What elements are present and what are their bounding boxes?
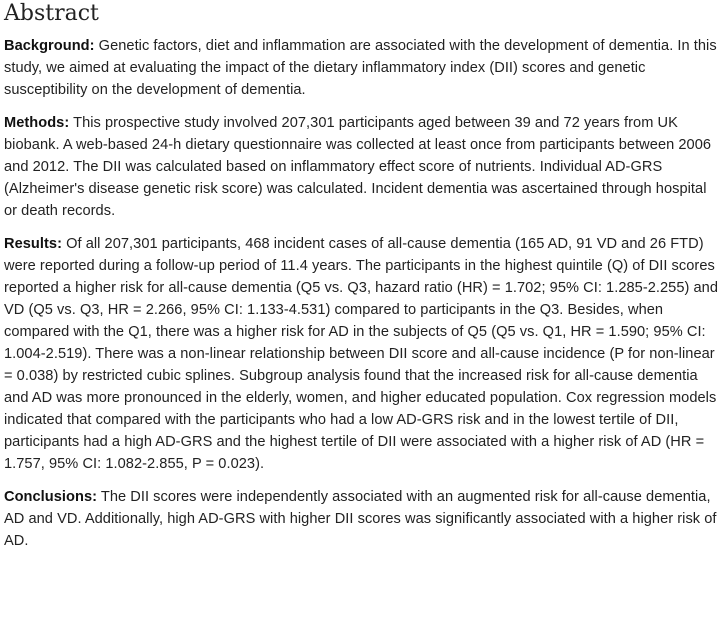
results-paragraph (4, 233, 720, 475)
abstract-container (4, 0, 720, 563)
background-text: Genetic factors, diet and inflammation are associated with the development of dementia. In this study, we aimed at evaluating the impact of the dietary inflammatory index (DII) scores and genetic susceptibility on the development of dementia. (4, 38, 717, 98)
methods-text: This prospective study involved 207,301 participants aged between 39 and 72 years from UK biobank. A web-based 24-h dietary questionnaire was collected at least once from participants between 2006 and 2012. The DII was calculated based on inflammatory effect score of nutrients. Individual AD-GRS (Alzheimer's disease genetic risk score) was calculated. Incident dementia was ascertained through hospital or death records. (4, 115, 712, 219)
methods-paragraph (4, 112, 720, 222)
methods-label: Methods: (4, 115, 70, 131)
conclusions-text: The DII scores were independently associated with an augmented risk for all-cause dementia, AD and VD. Additionally, high AD-GRS with higher DII scores was significantly associated with a higher risk of AD. (4, 489, 717, 549)
background-label: Background: (4, 38, 95, 54)
conclusions-label: Conclusions: (4, 489, 98, 505)
results-label: Results: (4, 236, 62, 252)
abstract-heading: Abstract (4, 1, 99, 26)
background-paragraph (4, 35, 720, 101)
conclusions-paragraph (4, 486, 720, 552)
results-text: Of all 207,301 participants, 468 incident cases of all-cause dementia (165 AD, 91 VD and 26 FTD) were reported during a follow-up period of 11.4 years. The participants in the highest quintile (Q) of DII scores reported a higher risk for all-cause dementia (Q5 vs. Q3, hazard ratio (HR) = 1.702; 95% CI: 1.285-2.255) and VD (Q5 vs. Q3, HR = 2.266, 95% CI: 1.133-4.531) compared to participants in the Q3. Besides, when compared with the Q1, there was a higher risk for AD in the subjects of Q5 (Q5 vs. Q1, HR = 1.590; 95% CI: 1.004-2.519). There was a non-linear relationship between DII score and all-cause incidence (P for non-linear = 0.038) by restricted cubic splines. Subgroup analysis found that the increased risk for all-cause dementia and AD was more pronounced in the elderly, women, and higher educated population. Cox regression models indicated that compared with the participants who had a low AD-GRS risk and in the lowest tertile of DII, participants had a high AD-GRS and the highest tertile of DII were associated with a higher risk of AD (HR = 1.757, 95% CI: 1.082-2.855, P = 0.023). (4, 236, 719, 472)
